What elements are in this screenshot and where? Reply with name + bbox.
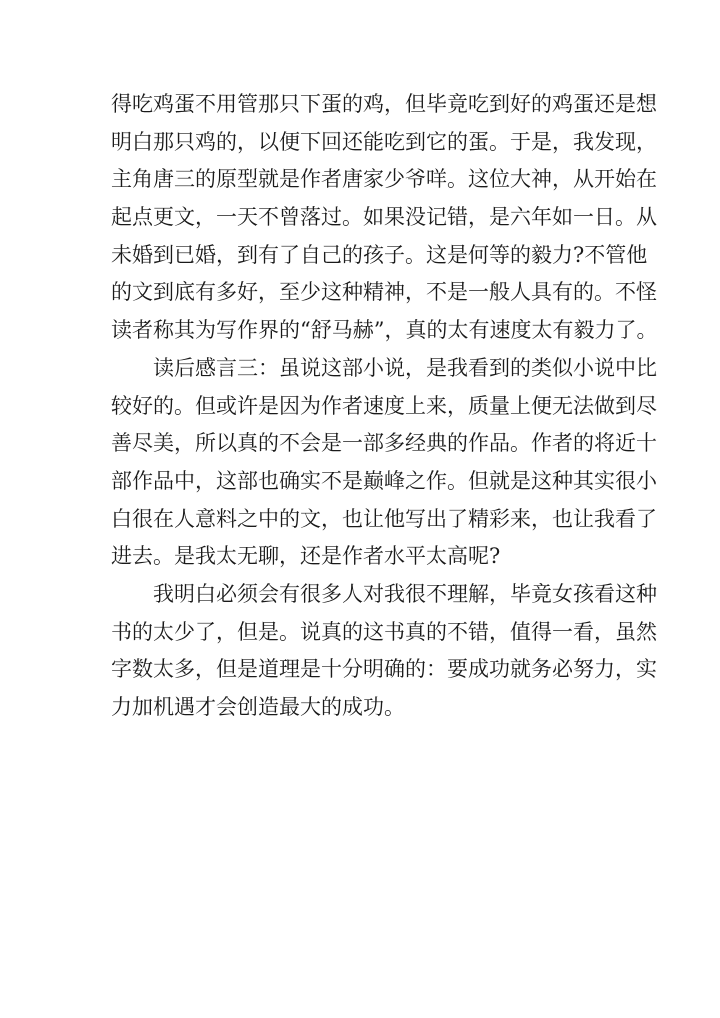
text-line: 读后感言三：虽说这部小说，是我看到的类似小说中比 (153, 355, 657, 380)
paragraph (111, 350, 657, 576)
text-line: 得吃鸡蛋不用管那只下蛋的鸡，但毕竟吃到好的鸡蛋还是想 (111, 92, 657, 116)
text-line: 字数太多，但是道理是十分明确的：要成功就务必努力，实 (111, 657, 657, 682)
text-line: 明白那只鸡的，以便下回还能吃到它的蛋。于是，我发现， (111, 129, 657, 154)
text-line: 主角唐三的原型就是作者唐家少爷咩。这位大神，从开始在 (111, 167, 657, 192)
text-line: 白很在人意料之中的文，也让他写出了精彩来，也让我看了 (111, 506, 657, 531)
text-line: 力加机遇才会创造最大的成功。 (111, 695, 405, 719)
text-line: 未婚到已婚，到有了自己的孩子。这是何等的毅力?不管他 (111, 242, 648, 267)
paragraph (111, 576, 657, 727)
text-line: 较好的。但或许是因为作者速度上来，质量上便无法做到尽 (111, 393, 657, 418)
text-line: 的文到底有多好，至少这种精神，不是一般人具有的。不怪 (111, 280, 657, 305)
document-body (111, 86, 658, 727)
text-line: 我明白必须会有很多人对我很不理解，毕竟女孩看这种 (153, 581, 657, 606)
paragraph (111, 86, 658, 350)
text-line: 进去。是我太无聊，还是作者水平太高呢? (111, 544, 501, 569)
text-line: 善尽美，所以真的不会是一部多经典的作品。作者的将近十 (111, 431, 657, 456)
text-line: 起点更文，一天不曾落过。如果没记错，是六年如一日。从 (111, 205, 657, 230)
text-line: 部作品中，这部也确实不是巅峰之作。但就是这种其实很小 (111, 468, 657, 493)
text-line: 书的太少了，但是。说真的这书真的不错，值得一看，虽然 (111, 619, 657, 644)
text-line: 读者称其为写作界的“舒马赫”，真的太有速度太有毅力了。 (111, 318, 658, 343)
